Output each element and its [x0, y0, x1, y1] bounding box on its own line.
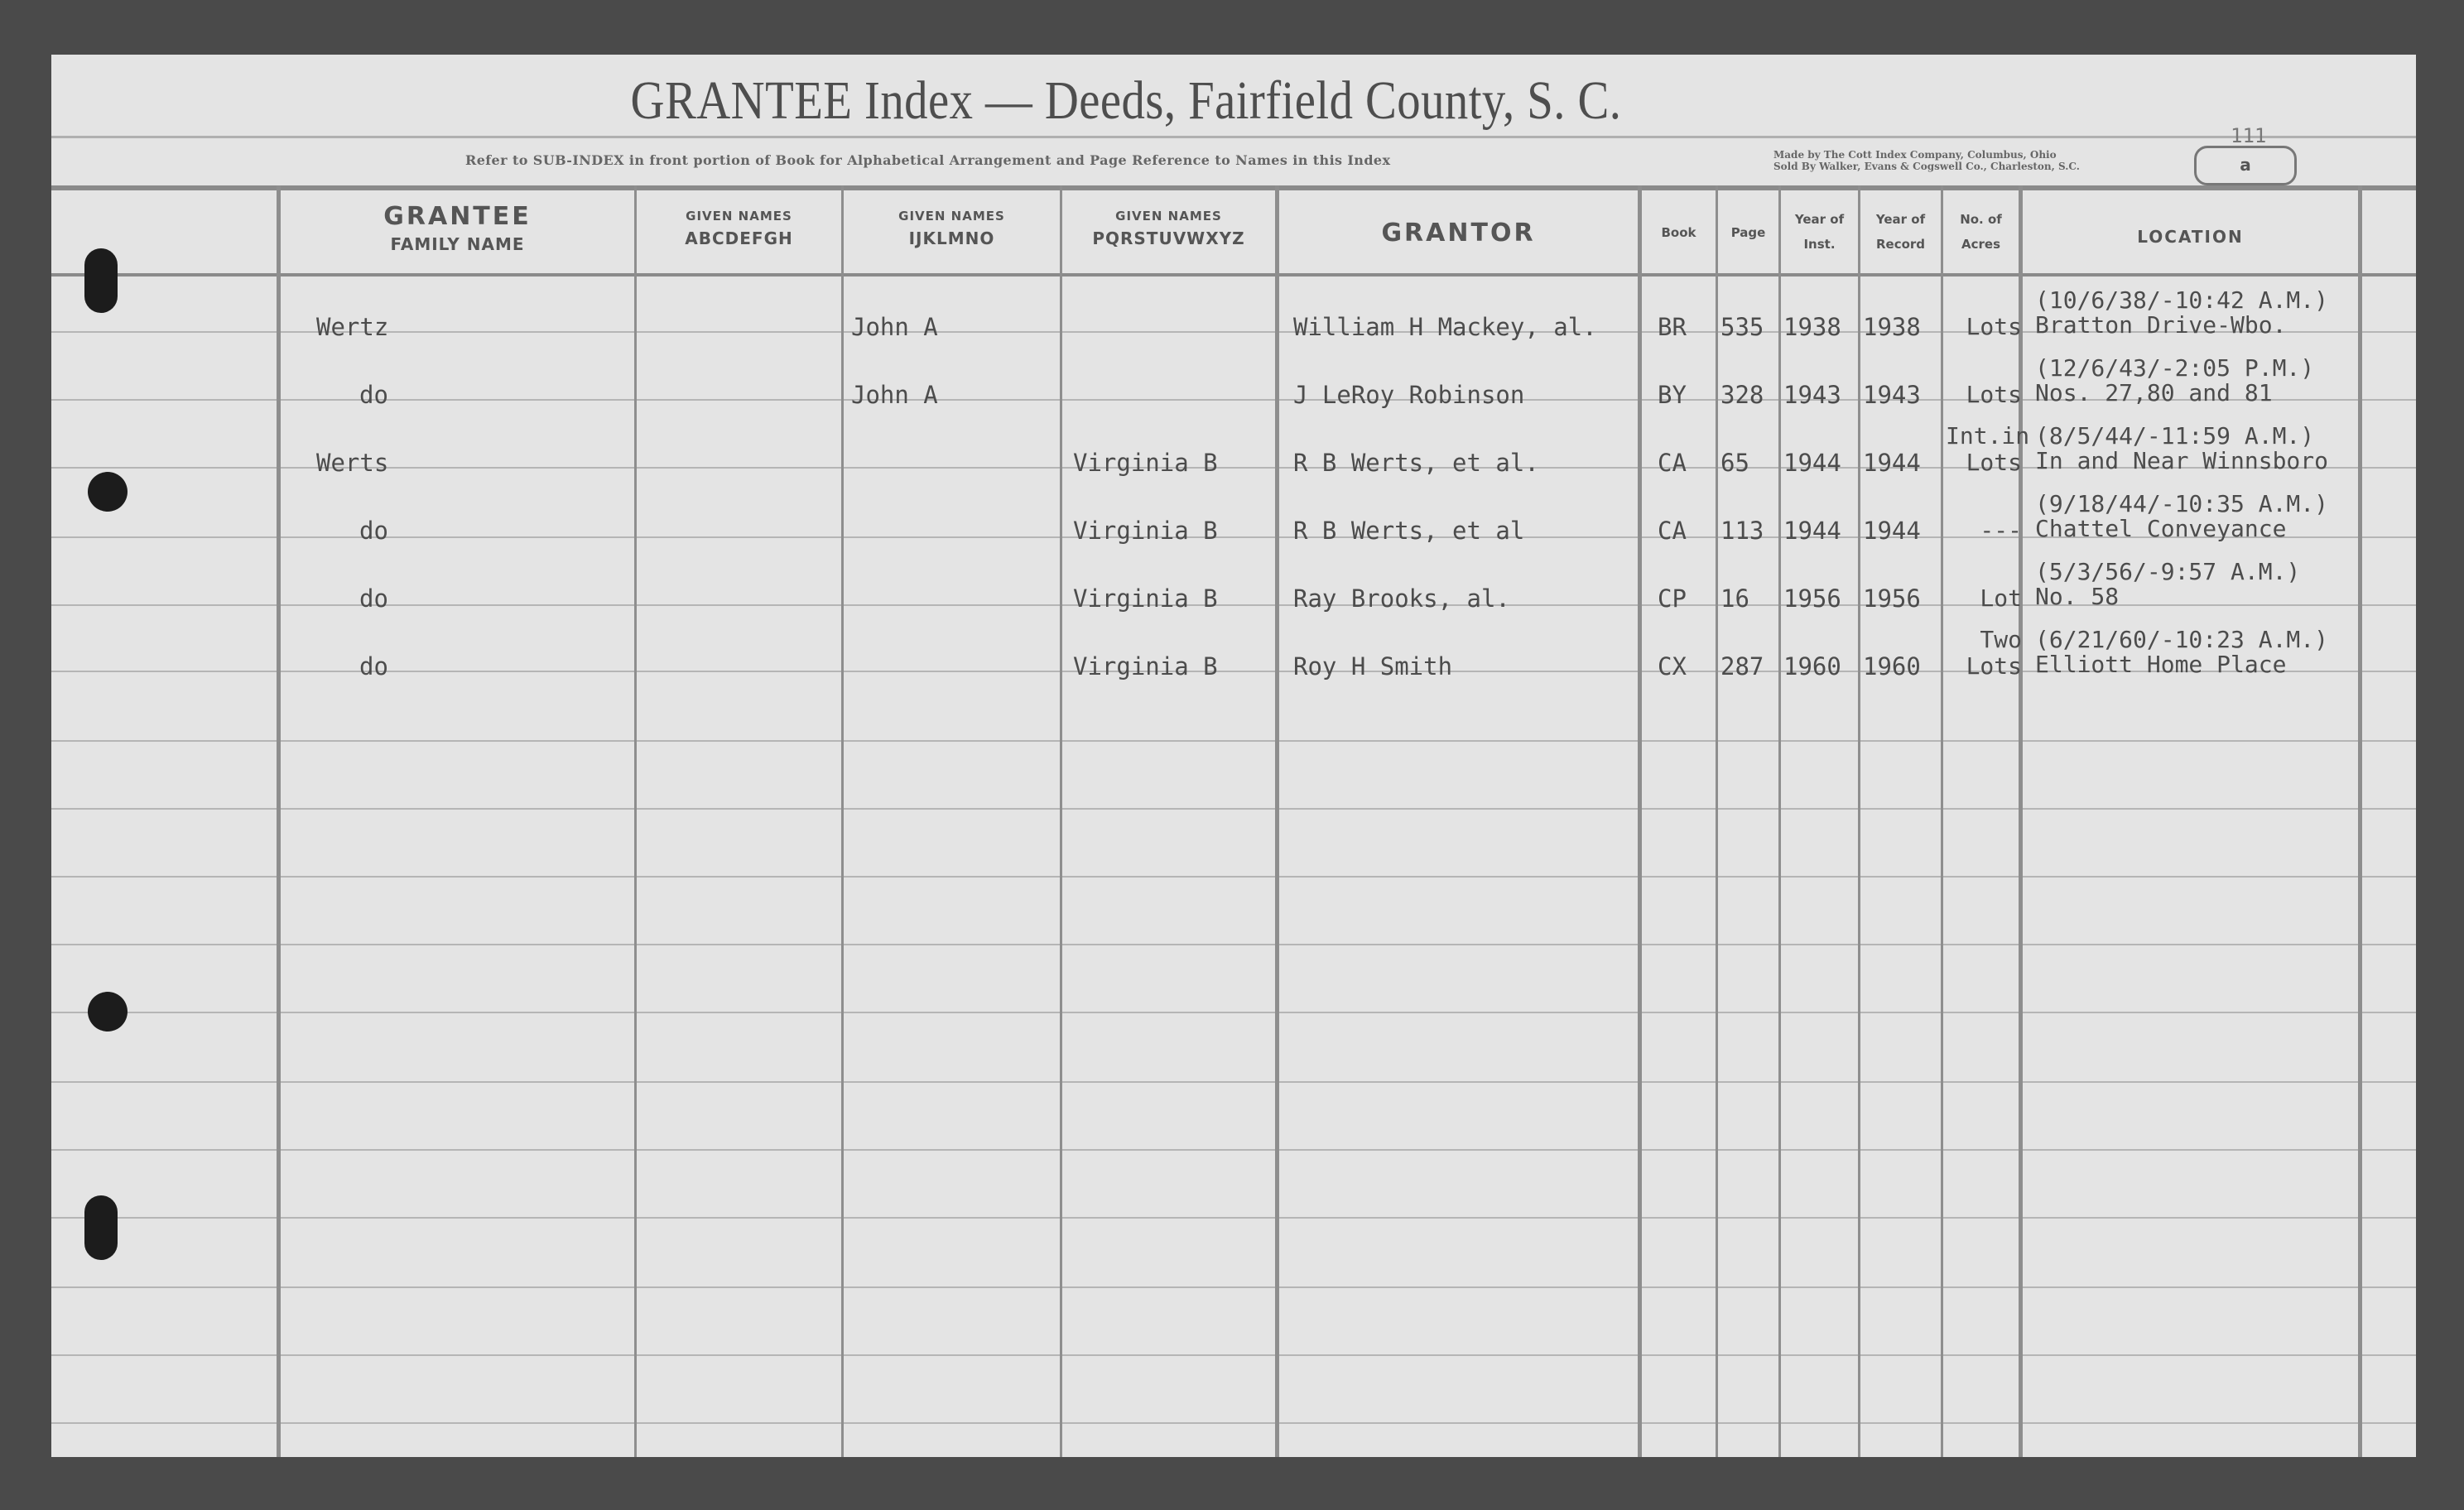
family-name-cell: do — [359, 381, 388, 409]
given-pqrstuvwxyz-cell: Virginia B — [1073, 652, 1218, 680]
acres-cell: Lot — [1980, 584, 2022, 612]
header-acres: No. of Acres — [1960, 212, 2002, 252]
book-cell: CP — [1658, 584, 1687, 613]
grantor-cell: Ray Brooks, al. — [1293, 584, 1510, 613]
column-divider — [1638, 185, 1642, 1457]
column-divider — [2358, 185, 2362, 1457]
column-divider — [841, 185, 844, 1457]
column-divider — [2019, 185, 2023, 1457]
column-divider — [1941, 185, 1943, 1457]
card-title: GRANTEE Index — Deeds, Fairfield County, S. C. — [630, 70, 1622, 131]
ruled-line — [51, 1422, 2416, 1424]
subindex-note: Refer to SUB-INDEX in front portion of Book for Alphabetical Arrangement and Page Reference to Names in this Index — [465, 152, 1391, 168]
location-place-cell: Bratton Drive-Wbo. — [2035, 311, 2287, 339]
given-pqrstuvwxyz-cell: Virginia B — [1073, 517, 1218, 545]
book-cell: CX — [1658, 652, 1687, 680]
location-place-cell: Nos. 27,80 and 81 — [2035, 379, 2273, 406]
column-divider — [1716, 185, 1718, 1457]
grantor-cell: R B Werts, et al. — [1293, 449, 1539, 477]
ruled-line — [51, 808, 2416, 810]
book-cell: BY — [1658, 381, 1687, 409]
index-tab: a — [2194, 146, 2297, 185]
family-name-cell: Wertz — [316, 313, 389, 341]
year-inst-cell: 1956 — [1783, 584, 1841, 613]
ruled-line — [51, 1012, 2416, 1013]
ruled-line — [51, 1149, 2416, 1151]
header-year-record: Year of Record — [1875, 212, 1926, 252]
year-inst-cell: 1960 — [1783, 652, 1841, 680]
location-time-cell: (8/5/44/-11:59 A.M.) — [2035, 422, 2315, 450]
ruled-line — [51, 1286, 2416, 1288]
header-given-abcdefgh: GIVEN NAMES ABCDEFGH — [685, 209, 793, 248]
acres-cell: Lots — [1966, 381, 2022, 408]
binder-slot — [84, 1195, 118, 1260]
acres-cell: Lots — [1966, 652, 2022, 680]
maker-line-1: Made by The Cott Index Company, Columbus, Ohio — [1773, 149, 2057, 161]
grantor-cell: William H Mackey, al. — [1293, 313, 1597, 341]
column-divider — [1060, 185, 1062, 1457]
given-pqrstuvwxyz-cell: Virginia B — [1073, 449, 1218, 477]
grantor-cell: R B Werts, et al — [1293, 517, 1525, 545]
given-ijklmno-cell: John A — [851, 381, 938, 409]
acres-cell: Lots — [1966, 449, 2022, 476]
header-top-rule — [51, 185, 2416, 190]
ruled-line — [51, 1217, 2416, 1219]
family-name-cell: do — [359, 517, 388, 545]
column-divider — [277, 185, 281, 1457]
grantor-cell: J LeRoy Robinson — [1293, 381, 1525, 409]
binder-hole — [88, 992, 128, 1032]
given-ijklmno-cell: John A — [851, 313, 938, 341]
year-record-cell: 1938 — [1863, 313, 1921, 341]
ruled-line — [51, 944, 2416, 945]
page-cell: 287 — [1720, 652, 1764, 680]
ruled-line — [51, 1081, 2416, 1083]
grantor-cell: Roy H Smith — [1293, 652, 1453, 680]
header-family-name: FAMILY NAME — [390, 234, 525, 254]
maker-imprint — [1773, 149, 2080, 172]
header-year-inst: Year of Inst. — [1794, 212, 1845, 252]
card-number: 111 — [2231, 124, 2267, 147]
year-record-cell: 1944 — [1863, 517, 1921, 545]
header-grantee: GRANTEE FAMILY NAME — [281, 202, 634, 254]
header-location: LOCATION — [2137, 227, 2244, 247]
book-cell: CA — [1658, 449, 1687, 477]
ruled-line — [51, 1354, 2416, 1356]
header-page: Page — [1730, 225, 1766, 240]
page-cell: 328 — [1720, 381, 1764, 409]
page-cell: 16 — [1720, 584, 1749, 613]
binder-slot — [84, 248, 118, 313]
column-divider — [1778, 185, 1781, 1457]
ruled-line — [51, 876, 2416, 878]
location-place-cell: Chattel Conveyance — [2035, 515, 2287, 542]
header-book: Book — [1661, 225, 1696, 240]
header-given-ijklmno: GIVEN NAMES IJKLMNO — [898, 209, 1005, 248]
family-name-cell: do — [359, 652, 388, 680]
family-name-cell: Werts — [316, 449, 389, 477]
location-time-cell: (9/18/44/-10:35 A.M.) — [2035, 490, 2329, 517]
acres-cell: --- — [1980, 517, 2022, 544]
year-inst-cell: 1944 — [1783, 449, 1841, 477]
acres-cell: Lots — [1966, 313, 2022, 340]
book-cell: CA — [1658, 517, 1687, 545]
maker-line-2: Sold By Walker, Evans & Cogswell Co., Charleston, S.C. — [1773, 161, 2080, 172]
year-record-cell: 1960 — [1863, 652, 1921, 680]
location-time-cell: (10/6/38/-10:42 A.M.) — [2035, 286, 2329, 314]
page-cell: 65 — [1720, 449, 1749, 477]
location-time-cell: (5/3/56/-9:57 A.M.) — [2035, 558, 2301, 585]
given-pqrstuvwxyz-cell: Virginia B — [1073, 584, 1218, 613]
location-time-cell: (6/21/60/-10:23 A.M.) — [2035, 626, 2329, 653]
acres-note-cell: Int.in — [1946, 422, 2030, 450]
ruled-line — [51, 740, 2416, 742]
family-name-cell: do — [359, 584, 388, 613]
location-time-cell: (12/6/43/-2:05 P.M.) — [2035, 354, 2315, 382]
year-record-cell: 1943 — [1863, 381, 1921, 409]
column-divider — [634, 185, 637, 1457]
year-record-cell: 1944 — [1863, 449, 1921, 477]
book-cell: BR — [1658, 313, 1687, 341]
column-divider — [1858, 185, 1860, 1457]
location-place-cell: Elliott Home Place — [2035, 651, 2287, 678]
acres-note-cell: Two — [1980, 626, 2022, 653]
year-inst-cell: 1944 — [1783, 517, 1841, 545]
year-record-cell: 1956 — [1863, 584, 1921, 613]
location-place-cell: In and Near Winnsboro — [2035, 447, 2329, 474]
header-bottom-rule — [51, 273, 2416, 277]
binder-hole — [88, 472, 128, 512]
location-place-cell: No. 58 — [2035, 583, 2120, 610]
title-rule — [51, 136, 2416, 138]
year-inst-cell: 1938 — [1783, 313, 1841, 341]
year-inst-cell: 1943 — [1783, 381, 1841, 409]
page-cell: 535 — [1720, 313, 1764, 341]
column-divider — [1275, 185, 1279, 1457]
index-card — [51, 55, 2416, 1457]
header-given-pqrstuvwxyz: GIVEN NAMES PQRSTUVWXYZ — [1092, 209, 1245, 248]
page-cell: 113 — [1720, 517, 1764, 545]
header-grantor: GRANTOR — [1381, 219, 1536, 248]
